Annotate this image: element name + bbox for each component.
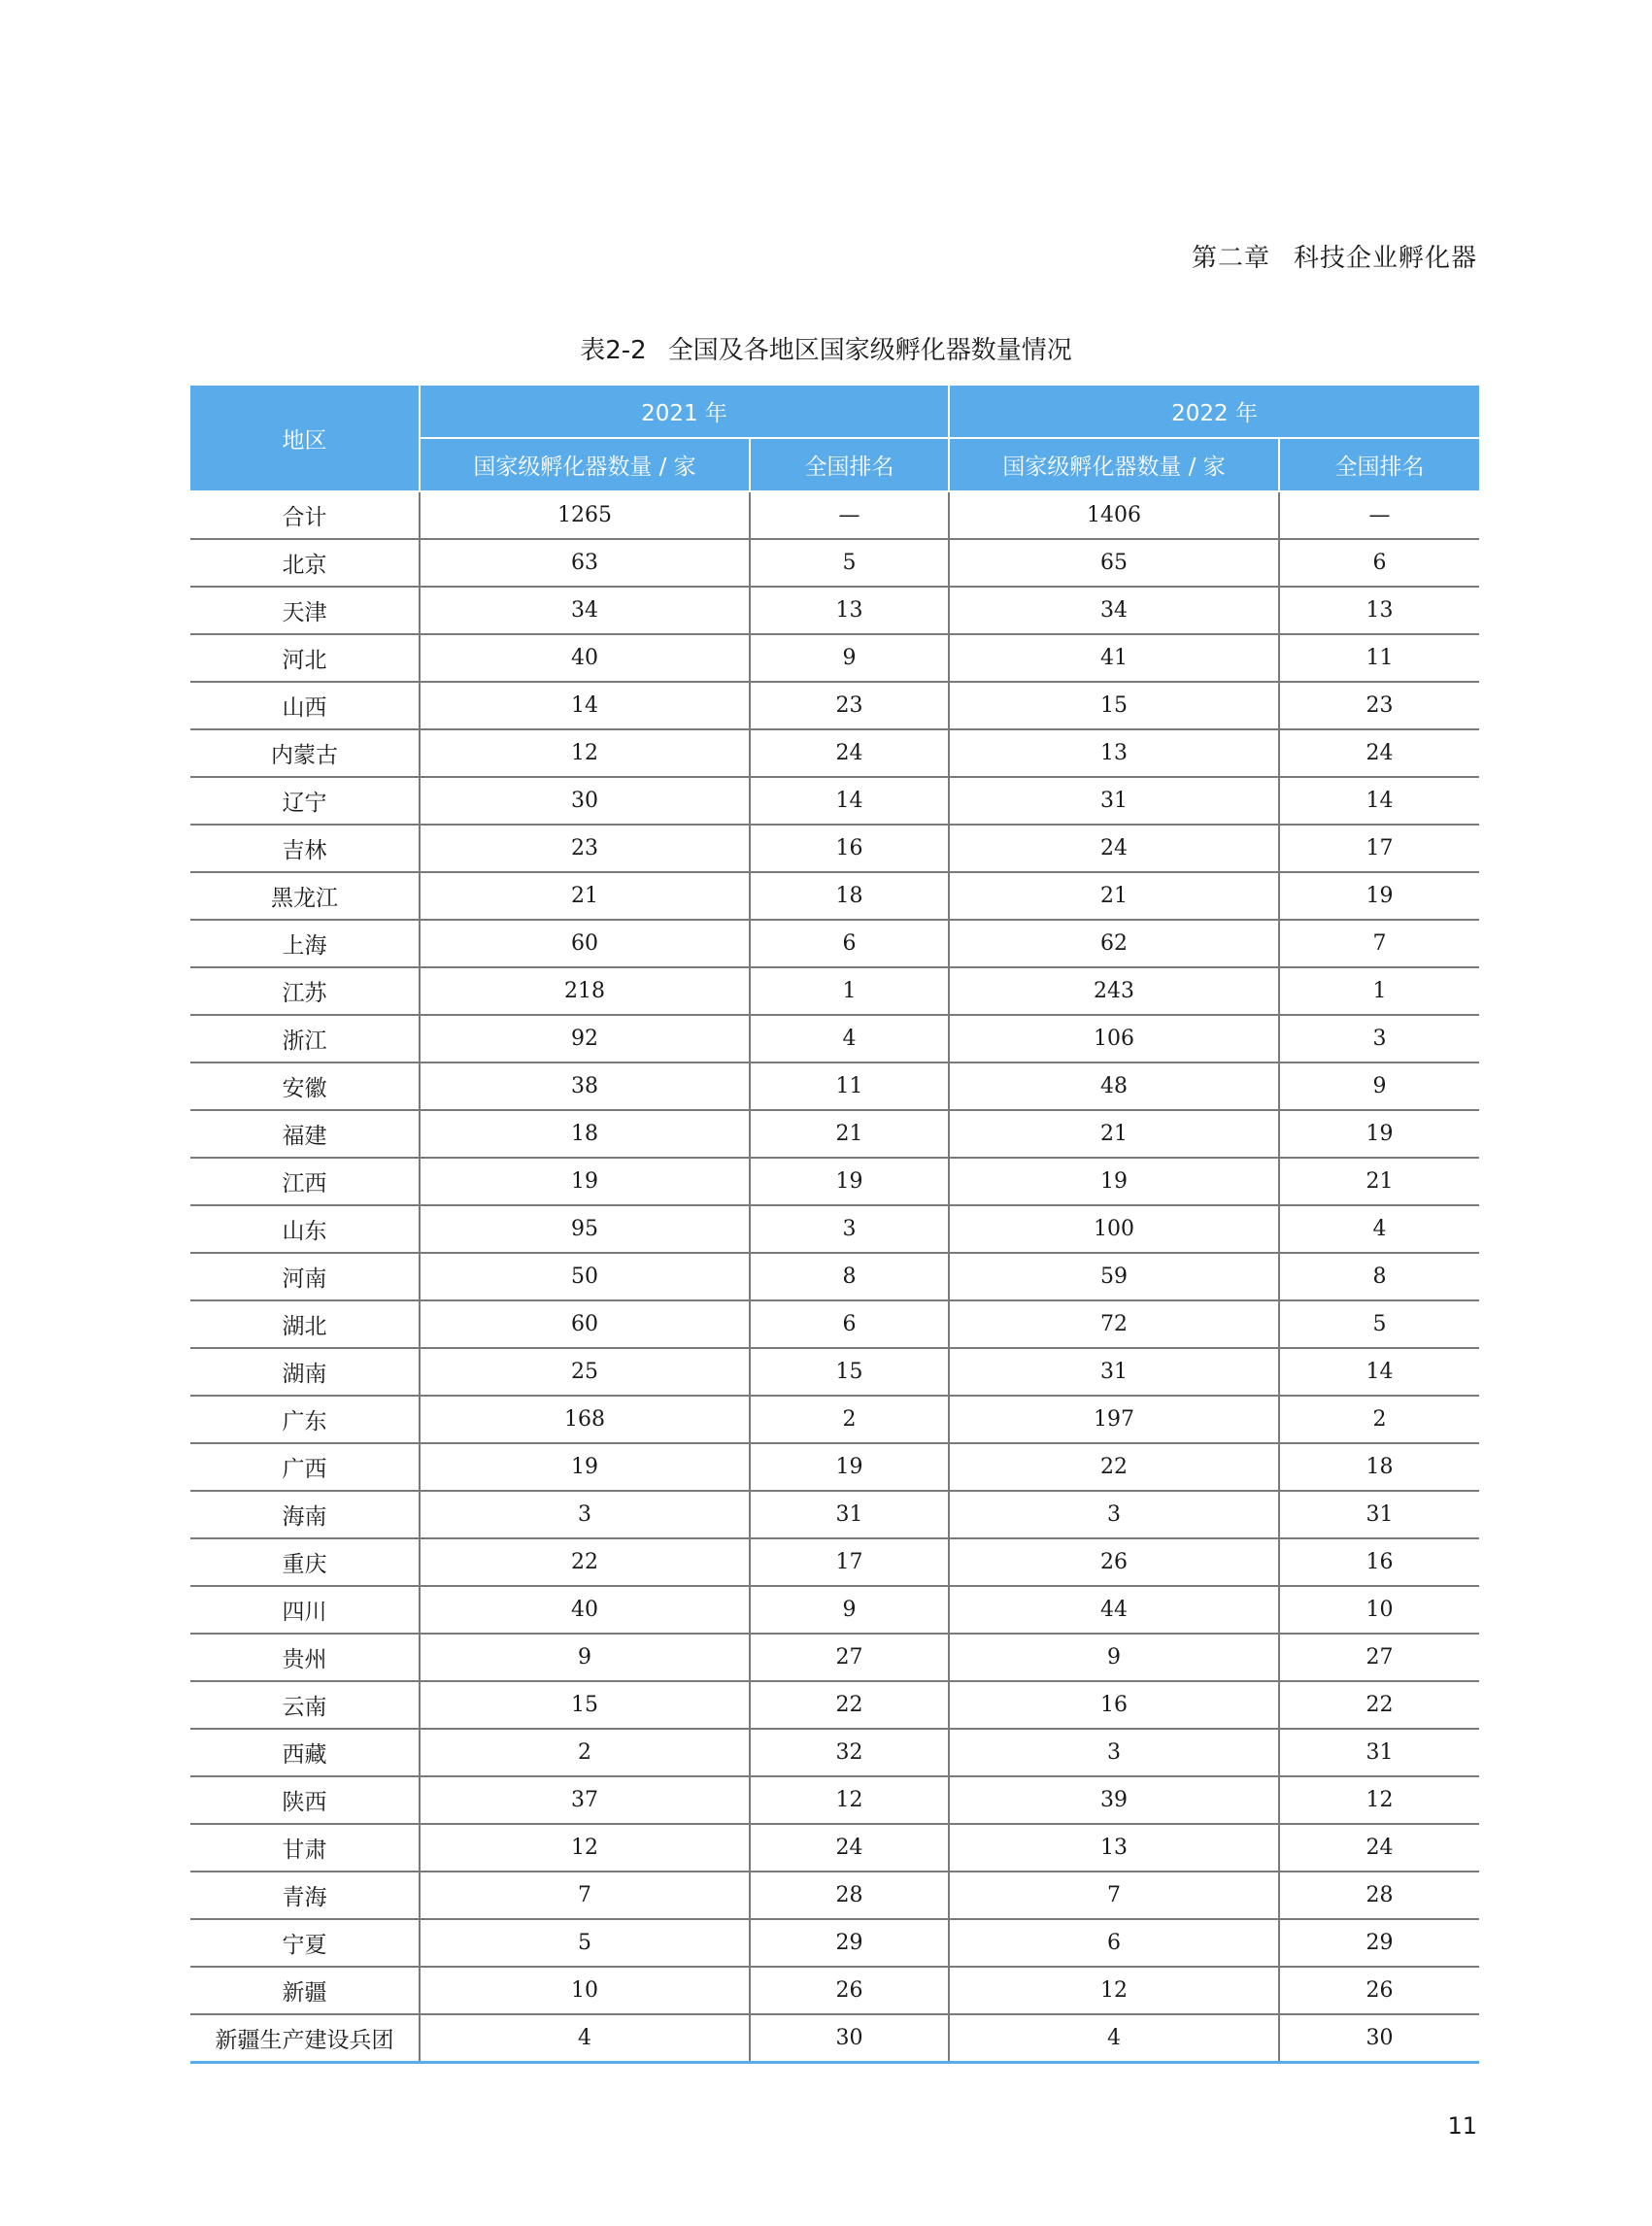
count-2022-cell: 19 [949,1158,1279,1205]
count-2021-cell: 9 [420,1634,750,1681]
count-2021-cell: 21 [420,872,750,920]
header-count-2021: 国家级孵化器数量 / 家 [420,438,750,491]
table-row [190,539,1479,587]
count-2022-cell: 48 [949,1062,1279,1110]
count-2021-cell: 25 [420,1348,750,1396]
region-cell: 江苏 [190,967,420,1015]
count-2022-cell: 9 [949,1634,1279,1681]
count-2022-cell: 4 [949,2014,1279,2063]
region-cell: 浙江 [190,1015,420,1062]
region-cell: 湖北 [190,1300,420,1348]
table-row [190,872,1479,920]
region-cell: 青海 [190,1872,420,1919]
rank-2021-cell: 22 [750,1681,949,1729]
region-cell: 黑龙江 [190,872,420,920]
rank-2021-cell: 4 [750,1015,949,1062]
rank-2022-cell: 14 [1279,1348,1479,1396]
table-row [190,634,1479,682]
count-2022-cell: 39 [949,1776,1279,1824]
table-caption [0,330,1652,366]
region-cell: 四川 [190,1586,420,1634]
count-2021-cell: 95 [420,1205,750,1253]
table-row [190,1538,1479,1586]
region-cell: 广西 [190,1443,420,1491]
count-2021-cell: 1265 [420,491,750,539]
rank-2022-cell: 13 [1279,587,1479,634]
rank-2022-cell: 11 [1279,634,1479,682]
count-2022-cell: 7 [949,1872,1279,1919]
table-row [190,682,1479,729]
count-2022-cell: 100 [949,1205,1279,1253]
count-2021-cell: 37 [420,1776,750,1824]
count-2021-cell: 5 [420,1919,750,1967]
rank-2021-cell: 3 [750,1205,949,1253]
count-2022-cell: 26 [949,1538,1279,1586]
region-cell: 江西 [190,1158,420,1205]
rank-2022-cell: 24 [1279,729,1479,777]
count-2022-cell: 41 [949,634,1279,682]
count-2021-cell: 92 [420,1015,750,1062]
count-2021-cell: 10 [420,1967,750,2014]
count-2021-cell: 19 [420,1158,750,1205]
rank-2021-cell: 6 [750,920,949,967]
table-row [190,1967,1479,2014]
region-cell: 陕西 [190,1776,420,1824]
count-2022-cell: 6 [949,1919,1279,1967]
region-cell: 甘肃 [190,1824,420,1872]
rank-2021-cell: 9 [750,1586,949,1634]
rank-2022-cell: 12 [1279,1776,1479,1824]
rank-2021-cell: 13 [750,587,949,634]
rank-2021-cell: 16 [750,825,949,872]
count-2022-cell: 21 [949,1110,1279,1158]
count-2021-cell: 60 [420,920,750,967]
rank-2022-cell: 27 [1279,1634,1479,1681]
rank-2022-cell: 19 [1279,1110,1479,1158]
table-row [190,1253,1479,1300]
count-2022-cell: 72 [949,1300,1279,1348]
rank-2022-cell: 30 [1279,2014,1479,2063]
table-row [190,1300,1479,1348]
rank-2022-cell: 4 [1279,1205,1479,1253]
table-row [190,967,1479,1015]
rank-2022-cell: 7 [1279,920,1479,967]
count-2021-cell: 15 [420,1681,750,1729]
table-row [190,491,1479,539]
table-row [190,729,1479,777]
rank-2021-cell: 21 [750,1110,949,1158]
count-2021-cell: 14 [420,682,750,729]
rank-2022-cell: 29 [1279,1919,1479,1967]
table-number: 表2-2 [580,336,647,365]
rank-2021-cell: — [750,491,949,539]
region-cell: 吉林 [190,825,420,872]
count-2022-cell: 44 [949,1586,1279,1634]
count-2022-cell: 13 [949,729,1279,777]
region-cell: 广东 [190,1396,420,1443]
table-row [190,1634,1479,1681]
table-row [190,1396,1479,1443]
region-cell: 辽宁 [190,777,420,825]
rank-2022-cell: 6 [1279,539,1479,587]
chapter-title: 科技企业孵化器 [1293,244,1477,273]
region-cell: 山东 [190,1205,420,1253]
count-2022-cell: 24 [949,825,1279,872]
rank-2022-cell: 2 [1279,1396,1479,1443]
table-row [190,1776,1479,1824]
count-2022-cell: 16 [949,1681,1279,1729]
table-row [190,1681,1479,1729]
region-cell: 重庆 [190,1538,420,1586]
chapter-number: 第二章 [1191,244,1270,273]
count-2021-cell: 12 [420,729,750,777]
table-header [190,385,1479,491]
table-row [190,1824,1479,1872]
count-2021-cell: 50 [420,1253,750,1300]
table-row [190,1110,1479,1158]
region-cell: 福建 [190,1110,420,1158]
count-2022-cell: 59 [949,1253,1279,1300]
table-row [190,587,1479,634]
rank-2022-cell: 24 [1279,1824,1479,1872]
count-2021-cell: 40 [420,634,750,682]
header-region: 地区 [190,385,420,491]
rank-2021-cell: 26 [750,1967,949,2014]
table-title-text: 全国及各地区国家级孵化器数量情况 [667,336,1072,365]
region-cell: 湖南 [190,1348,420,1396]
region-cell: 合计 [190,491,420,539]
count-2022-cell: 62 [949,920,1279,967]
region-cell: 宁夏 [190,1919,420,1967]
rank-2022-cell: 14 [1279,777,1479,825]
rank-2021-cell: 2 [750,1396,949,1443]
rank-2022-cell: 23 [1279,682,1479,729]
count-2021-cell: 4 [420,2014,750,2063]
count-2022-cell: 31 [949,777,1279,825]
table-row [190,1158,1479,1205]
rank-2021-cell: 27 [750,1634,949,1681]
rank-2022-cell: 1 [1279,967,1479,1015]
rank-2021-cell: 19 [750,1443,949,1491]
incubator-table [190,384,1479,2064]
region-cell: 海南 [190,1491,420,1538]
header-year-2022: 2022 年 [949,385,1479,438]
region-cell: 北京 [190,539,420,587]
rank-2022-cell: 31 [1279,1729,1479,1776]
table-row [190,920,1479,967]
count-2022-cell: 243 [949,967,1279,1015]
table-row [190,777,1479,825]
region-cell: 山西 [190,682,420,729]
count-2022-cell: 21 [949,872,1279,920]
table-row [190,1443,1479,1491]
header-count-2022: 国家级孵化器数量 / 家 [949,438,1279,491]
rank-2021-cell: 1 [750,967,949,1015]
rank-2021-cell: 8 [750,1253,949,1300]
rank-2021-cell: 12 [750,1776,949,1824]
region-cell: 内蒙古 [190,729,420,777]
count-2021-cell: 3 [420,1491,750,1538]
table-row [190,1872,1479,1919]
rank-2021-cell: 18 [750,872,949,920]
count-2022-cell: 12 [949,1967,1279,2014]
rank-2021-cell: 14 [750,777,949,825]
table-row [190,1205,1479,1253]
rank-2021-cell: 31 [750,1491,949,1538]
rank-2021-cell: 24 [750,729,949,777]
region-cell: 新疆生产建设兵团 [190,2014,420,2063]
count-2022-cell: 3 [949,1729,1279,1776]
table-body [190,491,1479,2063]
count-2021-cell: 63 [420,539,750,587]
rank-2022-cell: — [1279,491,1479,539]
rank-2022-cell: 8 [1279,1253,1479,1300]
rank-2021-cell: 6 [750,1300,949,1348]
rank-2021-cell: 9 [750,634,949,682]
count-2022-cell: 3 [949,1491,1279,1538]
table-row [190,1015,1479,1062]
count-2021-cell: 34 [420,587,750,634]
rank-2022-cell: 16 [1279,1538,1479,1586]
table-row [190,1919,1479,1967]
region-cell: 上海 [190,920,420,967]
count-2021-cell: 168 [420,1396,750,1443]
count-2021-cell: 2 [420,1729,750,1776]
rank-2021-cell: 17 [750,1538,949,1586]
count-2022-cell: 13 [949,1824,1279,1872]
rank-2021-cell: 11 [750,1062,949,1110]
rank-2021-cell: 5 [750,539,949,587]
rank-2022-cell: 10 [1279,1586,1479,1634]
rank-2021-cell: 32 [750,1729,949,1776]
rank-2022-cell: 17 [1279,825,1479,872]
count-2022-cell: 22 [949,1443,1279,1491]
count-2021-cell: 7 [420,1872,750,1919]
header-year-2021: 2021 年 [420,385,949,438]
count-2021-cell: 60 [420,1300,750,1348]
region-cell: 安徽 [190,1062,420,1110]
rank-2021-cell: 23 [750,682,949,729]
count-2021-cell: 23 [420,825,750,872]
table-row [190,1348,1479,1396]
region-cell: 河南 [190,1253,420,1300]
count-2022-cell: 31 [949,1348,1279,1396]
rank-2022-cell: 3 [1279,1015,1479,1062]
region-cell: 天津 [190,587,420,634]
count-2022-cell: 197 [949,1396,1279,1443]
count-2022-cell: 65 [949,539,1279,587]
rank-2021-cell: 28 [750,1872,949,1919]
page-number: 11 [1447,2112,1477,2140]
table-row [190,1729,1479,1776]
count-2021-cell: 12 [420,1824,750,1872]
rank-2022-cell: 22 [1279,1681,1479,1729]
count-2021-cell: 30 [420,777,750,825]
rank-2022-cell: 31 [1279,1491,1479,1538]
rank-2021-cell: 24 [750,1824,949,1872]
count-2021-cell: 218 [420,967,750,1015]
count-2022-cell: 34 [949,587,1279,634]
count-2021-cell: 18 [420,1110,750,1158]
count-2021-cell: 40 [420,1586,750,1634]
rank-2022-cell: 28 [1279,1872,1479,1919]
rank-2022-cell: 26 [1279,1967,1479,2014]
region-cell: 河北 [190,634,420,682]
count-2021-cell: 38 [420,1062,750,1110]
rank-2021-cell: 19 [750,1158,949,1205]
table-row [190,1586,1479,1634]
rank-2022-cell: 5 [1279,1300,1479,1348]
rank-2022-cell: 18 [1279,1443,1479,1491]
count-2022-cell: 106 [949,1015,1279,1062]
count-2021-cell: 22 [420,1538,750,1586]
rank-2021-cell: 30 [750,2014,949,2063]
header-rank-2022: 全国排名 [1279,438,1479,491]
table-row [190,1062,1479,1110]
rank-2022-cell: 21 [1279,1158,1479,1205]
count-2022-cell: 15 [949,682,1279,729]
region-cell: 云南 [190,1681,420,1729]
rank-2021-cell: 29 [750,1919,949,1967]
rank-2021-cell: 15 [750,1348,949,1396]
count-2022-cell: 1406 [949,491,1279,539]
count-2021-cell: 19 [420,1443,750,1491]
region-cell: 西藏 [190,1729,420,1776]
region-cell: 新疆 [190,1967,420,2014]
table-row [190,825,1479,872]
table-row [190,2014,1479,2063]
header-rank-2021: 全国排名 [750,438,949,491]
running-header [1192,238,1477,274]
rank-2022-cell: 19 [1279,872,1479,920]
rank-2022-cell: 9 [1279,1062,1479,1110]
table-row [190,1491,1479,1538]
region-cell: 贵州 [190,1634,420,1681]
